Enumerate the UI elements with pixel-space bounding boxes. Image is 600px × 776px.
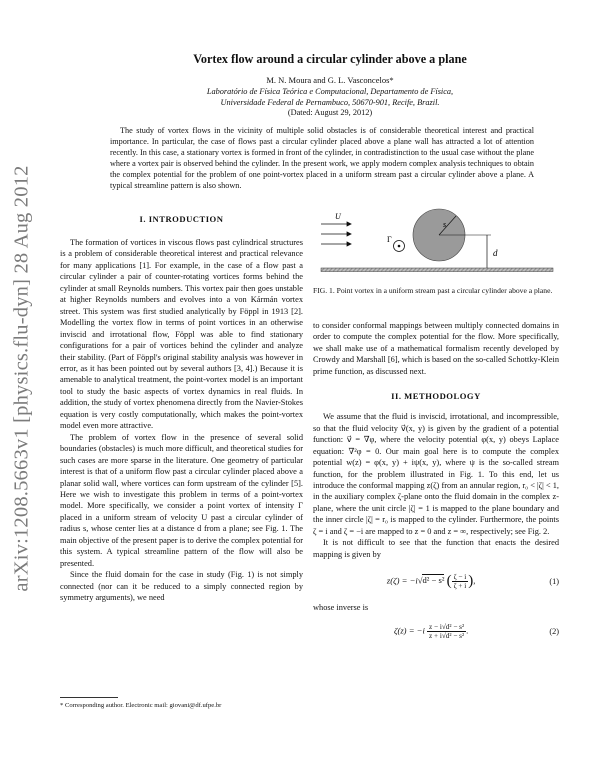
affiliation-line-1: Laboratório de Física Teórica e Computacional, Departamento de Física, <box>206 87 454 96</box>
equation-1-number: (1) <box>549 576 559 586</box>
date-line: (Dated: August 29, 2012) <box>287 108 373 117</box>
eq1-denominator: ζ + i <box>453 581 467 590</box>
equation-2 <box>313 618 559 646</box>
equation-1-body <box>313 573 549 590</box>
label-d: d <box>493 248 498 258</box>
intro-paragraph-3: Since the fluid domain for the case in study (Fig. 1) is not simply connected (nor can it be reduced to a simply connected region by symmetry arguments), we need <box>60 570 303 603</box>
sqrt-symbol: √ <box>417 575 423 586</box>
eq1-lhs: z(ζ) = −i <box>386 575 418 586</box>
eq1-root: d² − s² <box>422 575 445 586</box>
methodology-paragraph-1: We assume that the fluid is inviscid, irrotational, and incompressible, so that the fluid velocity v⃗(x, y) is given by the gradient of a potential function: v⃗ = ∇φ, where the velocity potential φ(x, y) obeys Laplace equation: ∇²φ = 0. Our main goal here is to compute the complex potential w(z) = φ(x, y) + iψ(x, y), where ψ is the so-called stream function, for the problem illustrated in Fig. 1. To this end, let us introduce the conformal mapping z(ζ) from an annular region, r₀ < |ζ| < 1, in the auxiliary complex ζ-plane onto the fluid domain in the complex z-plane, where the unit circle |ζ| = 1 is mapped to the plane boundary and the inner circle |ζ| = r₀ is mapped to the cylinder. Furthermore, the points ζ = i and ζ = −i are mapped to z = 0 and z = ∞, respectively; see Fig. 2. <box>313 412 559 536</box>
stream-arrows <box>321 222 351 246</box>
eq2-end: . <box>466 625 469 636</box>
eq2-denominator: z + i√d² − s² <box>429 632 465 641</box>
equation-1 <box>313 566 559 596</box>
whose-inverse-text: whose inverse is <box>313 603 369 613</box>
left-paren: ( <box>446 572 452 589</box>
right-paren: ) <box>468 572 474 589</box>
footnote-rule <box>60 697 118 698</box>
continuation-paragraph: to consider conformal mappings between multiply connected domains in order to compute the complex potential for the flow. More specifically, we shall make use of a mathematical formalism recently developed by Crowdy and Marshall [6], which is based on the so-called Schottky-Klein prime function, as discussed next. <box>313 321 559 376</box>
footnote: * Corresponding author. Electronic mail: giovani@df.ufpe.br <box>60 702 222 709</box>
eq2-fraction <box>427 623 469 641</box>
vortex-center-dot <box>398 245 401 248</box>
eq1-fraction <box>452 573 469 590</box>
figure-1-diagram <box>313 205 559 285</box>
affiliation-line-2: Universidade Federal de Pernambuco, 50670-901, Recife, Brazil. <box>220 98 440 107</box>
left-column <box>60 214 303 604</box>
intro-paragraph-2: The problem of vortex flow in the presence of several solid boundaries (obstacles) is much more difficult, and theoretical studies for such cases are more sparse in the literature. One geometry of particular interest is that of a uniform flow past a circular cylinder placed above a planar solid wall, where vortices can form upstream of the cylinder [5]. Here we wish to investigate this problem in terms of a point-vortex model. More specifically, we consider a point vortex of intensity Γ placed in a uniform stream of velocity U past a circular cylinder of radius s, whose center lies at a distance d from a plane; see Fig. 1. The main objective of the present paper is to derive the complex potential for this system. A typical streamline pattern of the flow will also be presented. <box>60 432 303 568</box>
authors: M. N. Moura and G. L. Vasconcelos* <box>266 75 394 85</box>
intro-paragraph-1: The formation of vortices in viscous flows past cylindrical structures is a problem of considerable theoretical interest and practical relevance for many applications [1]. For example, in the case of a flow past a circular cylinder a pair of counter-rotating vortices forms behind the cylinder at small Reynolds numbers. This vortex pair then goes unstable at higher Reynolds numbers and evolves into a von Kármán vortex street. This system was first studied analytically by Föppl in 1913 [2]. Modelling the vortex flow in terms of point vortices in an otherwise inviscid and irrotational flow, Föppl was able to find stationary configurations for a pair of vortices behind the cylinder and analyze their stability. (Part of Föppl's original stability analysis was however in error, as it has been pointed out by several authors [3, 4].) Because it is amenable to analytical treatment, the point-vortex model is an important tool to study the basic aspects of vortex dynamics in real fluids. In addition, the study of vortex phenomena directly from the Navier-Stokes equation is very costly computationally, which makes the point-vortex model even more attractive. <box>60 238 303 431</box>
abstract: The study of vortex flows in the vicinity of multiple solid obstacles is of considerable theoretical interest and practical importance. In particular, the case of flows past a circular cylinder placed above a plane wall has attracted a lot of attention recently. In this case, a stationary vortex is formed in front of the cylinder, in contradistinction to the usual case without the plane where a vortex pair is observed behind the cylinder. In the present work, we apply modern complex analysis techniques to obtain the complex potential for the problem of one point-vortex placed in a uniform stream past a circular cylinder above a plane. A typical streamline pattern is also shown. <box>110 126 534 191</box>
figure-1-caption: FIG. 1. Point vortex in a uniform stream past a circular cylinder above a plane. <box>313 286 553 295</box>
label-gamma: Γ <box>387 235 392 244</box>
right-column <box>313 320 559 646</box>
eq2-lhs: ζ(z) = −i <box>394 625 425 636</box>
section-heading-introduction: I. INTRODUCTION <box>139 214 224 224</box>
label-s: s <box>443 220 447 229</box>
methodology-paragraph-2: It is not difficult to see that the function that enacts the desired mapping is given by <box>313 538 559 559</box>
paper-title: Vortex flow around a circular cylinder above a plane <box>193 52 467 66</box>
eq2-numerator: z − i√d² − s² <box>429 623 465 632</box>
eq1-end: , <box>473 575 476 586</box>
label-u: U <box>335 212 341 221</box>
affiliation <box>70 86 590 108</box>
arxiv-side-label-text: arXiv:1208.5663v1 [physics.flu-dyn] 28 Aug 2012 <box>10 164 33 592</box>
eq1-numerator: ζ − i <box>453 572 467 581</box>
equation-2-number: (2) <box>549 627 559 637</box>
equation-2-body <box>313 623 549 640</box>
section-heading-methodology: II. METHODOLOGY <box>391 391 481 402</box>
arxiv-side-label <box>4 158 40 598</box>
